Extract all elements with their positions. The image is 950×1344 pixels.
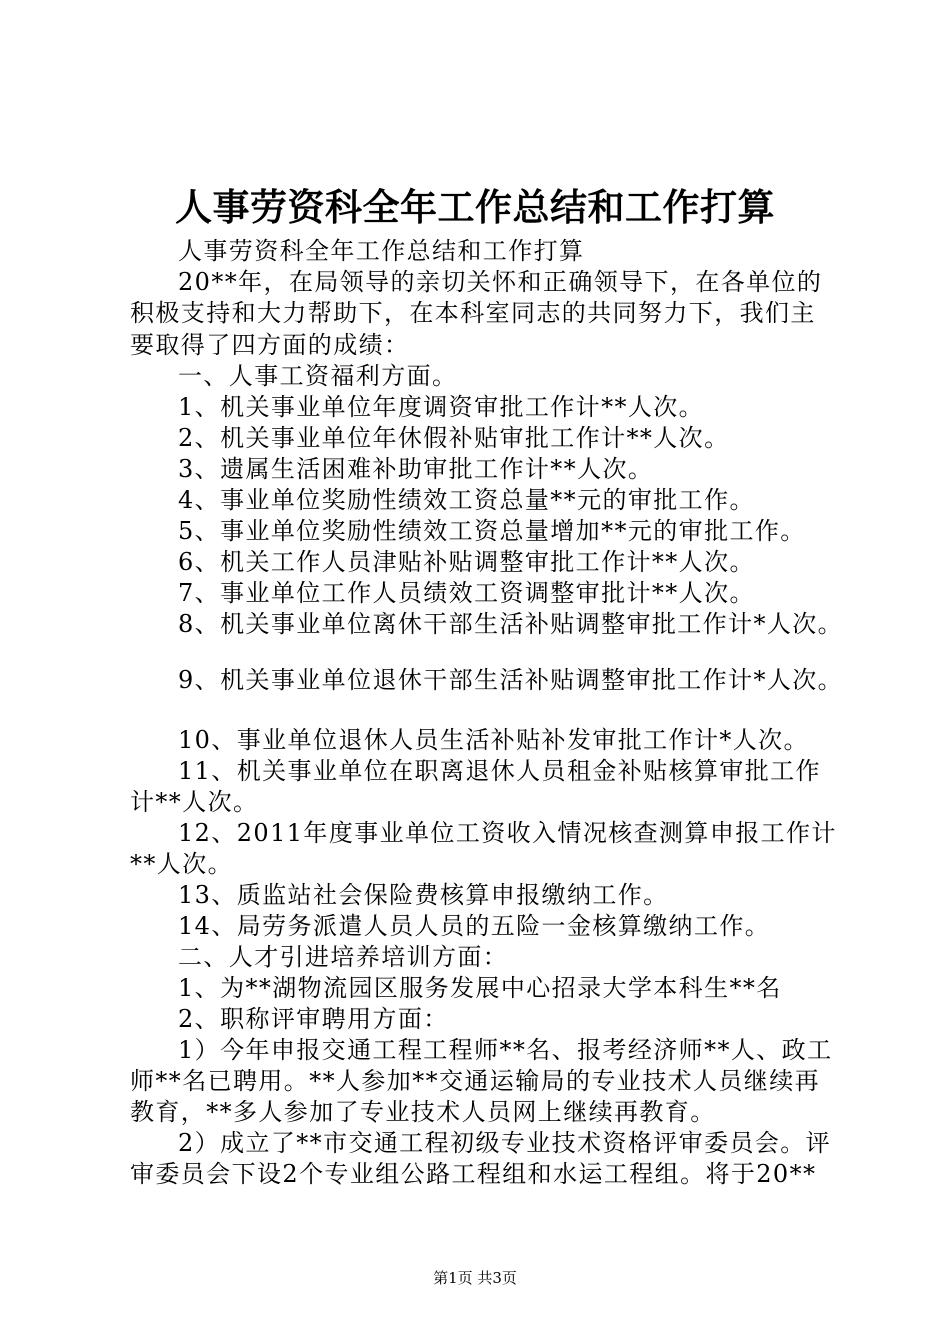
page-number: 第1页 共3页 — [433, 1269, 517, 1287]
text-line: 人事劳资科全年工作总结和工作打算 — [178, 237, 585, 265]
document-title: 人事劳资科全年工作总结和工作打算 — [175, 185, 775, 229]
text-line: 1、为**湖物流园区服务发展中心招录大学本科生**名 — [178, 974, 782, 1002]
text-line: 一、人事工资福利方面。 — [178, 362, 458, 390]
text-line: 二、人才引进培养培训方面： — [178, 943, 509, 971]
text-line: 10、事业单位退休人员生活补贴补发审批工作计*人次。 — [178, 726, 809, 754]
text-line: 7、事业单位工作人员绩效工资调整审批计**人次。 — [178, 579, 755, 607]
text-line: 9、机关事业单位退休干部生活补贴调整审批工作计*人次。 — [178, 666, 844, 694]
text-line: 要取得了四方面的成绩： — [130, 331, 410, 359]
text-line: 积极支持和大力帮助下，在本科室同志的共同努力下，我们主 — [130, 299, 816, 327]
text-line: **人次。 — [130, 850, 233, 878]
text-line: 教育，**多人参加了专业技术人员网上继续再教育。 — [130, 1098, 716, 1126]
text-line: 13、质监站社会保险费核算申报缴纳工作。 — [178, 881, 669, 909]
text-line: 2）成立了**市交通工程初级专业技术资格评审委员会。评 — [178, 1129, 832, 1157]
text-line: 2、机关事业单位年休假补贴审批工作计**人次。 — [178, 424, 730, 452]
text-line: 1、机关事业单位年度调资审批工作计**人次。 — [178, 393, 705, 421]
text-line: 师**名已聘用。**人参加**交通运输局的专业技术人员继续再 — [130, 1067, 820, 1095]
text-line: 11、机关事业单位在职离退休人员租金补贴核算审批工作 — [178, 757, 821, 785]
text-line: 14、局劳务派遣人员人员的五险一金核算缴纳工作。 — [178, 912, 771, 940]
text-line: 12、2011年度事业单位工资收入情况核查测算申报工作计 — [178, 819, 837, 847]
text-line: 5、事业单位奖励性绩效工资总量增加**元的审批工作。 — [178, 517, 806, 545]
text-line: 20**年，在局领导的亲切关怀和正确领导下，在各单位的 — [178, 268, 823, 296]
text-line: 3、遗属生活困难补助审批工作计**人次。 — [178, 455, 654, 483]
text-line: 审委员会下设2个专业组公路工程组和水运工程组。将于20** — [130, 1160, 817, 1188]
text-line: 计**人次。 — [130, 788, 259, 816]
text-line: 6、机关工作人员津贴补贴调整审批工作计**人次。 — [178, 548, 755, 576]
text-line: 1）今年申报交通工程工程师**名、报考经济师**人、政工 — [178, 1036, 833, 1064]
text-line: 8、机关事业单位离休干部生活补贴调整审批工作计*人次。 — [178, 610, 844, 638]
text-line: 2、职称评审聘用方面： — [178, 1005, 449, 1033]
text-line: 4、事业单位奖励性绩效工资总量**元的审批工作。 — [178, 486, 755, 514]
